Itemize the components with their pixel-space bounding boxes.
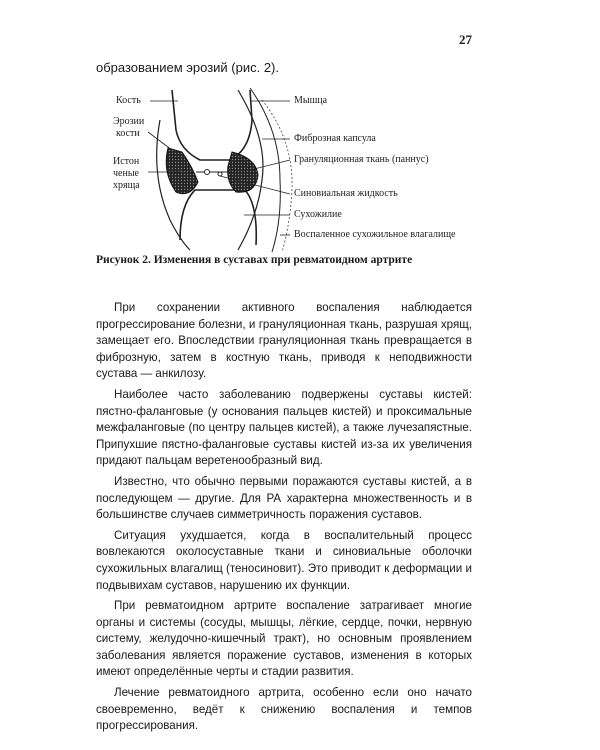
- joint-figure: [0, 80, 600, 255]
- paragraph: Наиболее часто заболеванию подвержены суставы кистей: пястно-фаланговые (у основания пальцев кистей) и проксимальные межфаланговые (по центру пальцев кистей), а также лучезапястные. Припухшие пястно-фаланговые суставы кистей из-за их увеличения придают пальцам веретенообразный вид.: [96, 387, 472, 468]
- label-granulation: Грануляционная ткань (паннус): [294, 154, 429, 165]
- paragraph: Ситуация ухудшается, когда в воспалительный процесс вовлекаются околосуставные ткани и синовиальные оболочки сухожильных влагалищ (теносиновит). Это приводит к деформации и подвывихам суставов, нарушению их функции.: [96, 528, 472, 592]
- paragraph: При сохранении активного воспаления наблюдается прогрессирование болезни, и грануляционная ткань, разрушая хрящ, замещает его. Впоследствии грануляционная ткань превращается в фиброзную, затем в костную ткань, приводя к неподвижности сустава — анкилозу.: [96, 301, 472, 381]
- label-capsule: Фиброзная капсула: [294, 133, 376, 144]
- label-synovial: Синовиальная жидкость: [294, 188, 398, 199]
- label-thin-1: Истон: [113, 156, 140, 167]
- upper-bone: [172, 90, 252, 160]
- intro-line: образованием эрозий (рис. 2).: [96, 60, 280, 75]
- label-muscle: Мышца: [294, 95, 328, 106]
- label-erosion-2: кости: [116, 128, 140, 139]
- label-erosion-1: Эрозии: [113, 116, 145, 127]
- figure-caption: Рисунок 2. Изменения в суставах при ревматоидном артрите: [96, 254, 413, 266]
- label-bone: Кость: [116, 95, 141, 106]
- pannus-left: [166, 148, 198, 194]
- pannus-right: [228, 152, 258, 192]
- label-thin-2: ченые: [113, 168, 139, 179]
- body-text: [96, 300, 472, 739]
- paragraph: Известно, что обычно первыми поражаются суставы кистей, а в последующем — другие. Для РА характерна множественность и в большинстве случаев симметричность поражения суставов.: [96, 474, 472, 522]
- label-tendon: Сухожилие: [294, 209, 342, 220]
- page-number: 27: [459, 32, 472, 47]
- paragraph: Лечение ревматоидного артрита, особенно если оно начато своевременно, ведёт к снижению воспаления и темпов прогрессирования.: [96, 686, 472, 733]
- label-thin-3: хряща: [113, 180, 140, 191]
- paragraph: При ревматоидном артрите воспаление затрагивает многие органы и системы (сосуды, мышцы, лёгкие, сердце, почки, нервную систему, желудочно-кишечный тракт), но основным проявлением заболевания является поражение суставов, изменения в которых имеют определённые черты и стадии развития.: [96, 599, 472, 679]
- label-sheath: Воспаленное сухожильное влагалище: [294, 229, 456, 240]
